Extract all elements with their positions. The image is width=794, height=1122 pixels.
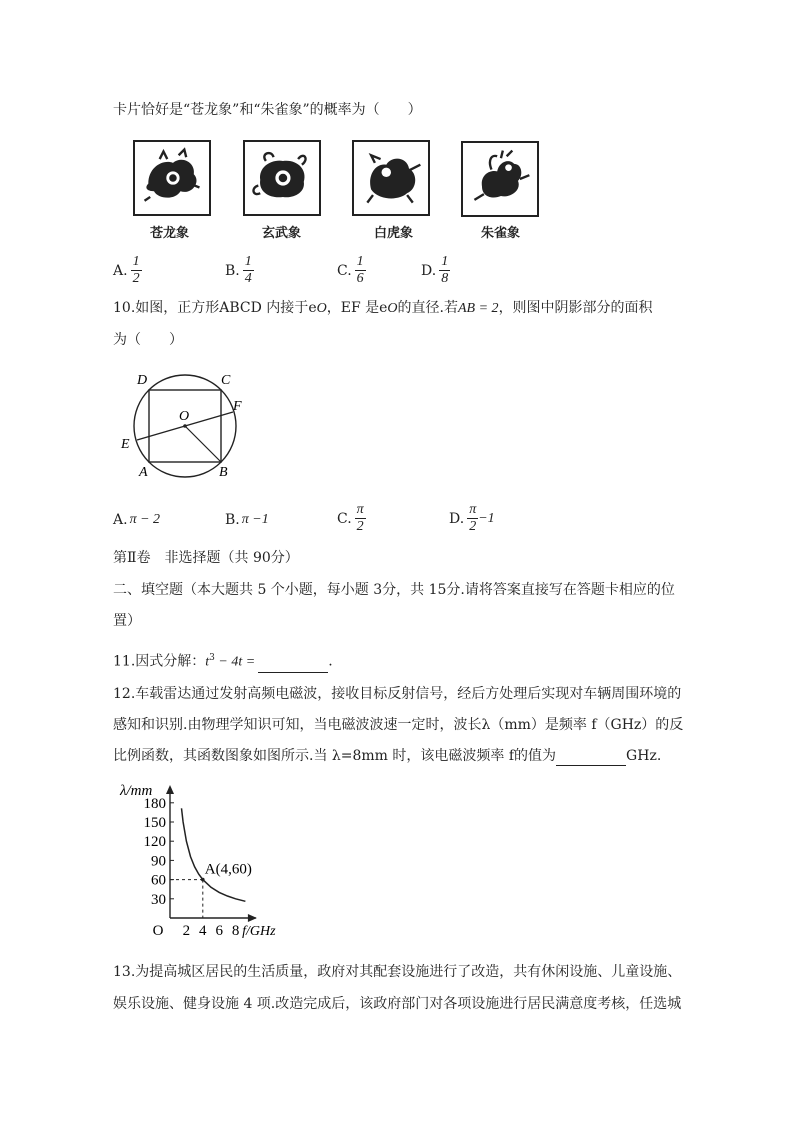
q10-figure (113, 368, 263, 486)
q12-line3: 比例函数，其函数图象如图所示.当 λ=8mm 时，该电磁波频率 f的值为 GHz. (113, 748, 662, 764)
x-tick-label: 6 (215, 923, 223, 939)
x-tick-label: 4 (199, 923, 207, 939)
q10-option-a[interactable]: A. π − 2 (113, 512, 161, 528)
y-axis-label: λ/mm (120, 783, 153, 799)
fraction: $\frac{\pi}{2}$ (356, 502, 364, 534)
y-tick-label: 30 (151, 891, 166, 908)
y-tick-label: 90 (151, 853, 166, 870)
q13-line2: 娱乐设施、健身设施 4 项.改造完成后，该政府部门对各项设施进行居民满意度考核，任选城 (113, 996, 682, 1012)
label-a: A (139, 465, 148, 480)
q11-answer-blank[interactable] (258, 656, 328, 673)
q9-option-b[interactable] (225, 254, 254, 287)
label-b: B (219, 465, 228, 480)
origin-label: O (152, 923, 164, 939)
card-label-dragon: 苍龙象 (150, 226, 190, 241)
fraction: $\frac{1}{8}$ (441, 254, 449, 286)
q12-answer-blank[interactable] (556, 749, 626, 766)
q9-option-d[interactable] (421, 254, 450, 287)
card-bird (461, 141, 539, 217)
card-label-tortoise: 玄武象 (262, 226, 302, 241)
card-label-bird: 朱雀象 (481, 226, 521, 241)
q10-stem-line1: 10.如图，正方形ABCD 内接于eO，EF 是eO的直径.若AB = 2，则图中阴影部分的面积 (113, 300, 653, 316)
point-a (201, 878, 205, 882)
label-e: E (121, 437, 130, 452)
y-tick-label: 60 (151, 872, 166, 889)
y-tick-label: 150 (143, 815, 166, 831)
label-o: O (179, 409, 190, 424)
label-c: C (221, 373, 231, 388)
q10-option-b[interactable]: B. π −1 (225, 512, 269, 528)
q13-line1: 13.为提高城区居民的生活质量，政府对其配套设施进行了改造，共有休闲设施、儿童设施、 (113, 964, 682, 980)
q12-line2: 感知和识别.由物理学知识可知，当电磁波波速一定时，波长λ（mm）是频率 f（GHz）的反 (113, 717, 684, 733)
y-axis-arrow (166, 785, 174, 794)
fraction: $\frac{1}{6}$ (356, 254, 364, 286)
x-axis-arrow (248, 914, 257, 922)
fraction: $\frac{1}{4}$ (244, 254, 252, 286)
q10-option-d[interactable]: D. $\frac{\pi}{2}$ −1 (449, 502, 495, 534)
option-letter: A. (113, 262, 128, 279)
section-part2-title: 第Ⅱ卷 非选择题（共 90分） (113, 550, 299, 566)
bird-emblem-icon (463, 143, 537, 215)
q10-option-c[interactable]: C. $\frac{\pi}{2}$ (337, 502, 364, 534)
tortoise-emblem-icon (245, 142, 319, 214)
label-d: D (137, 373, 148, 388)
x-tick-label: 8 (231, 923, 240, 939)
option-letter: C. (337, 262, 352, 279)
card-tortoise (243, 140, 321, 216)
q9-stem: 卡片恰好是“苍龙象”和“朱雀象”的概率为（ ） (113, 102, 422, 118)
inverse-curve (182, 808, 246, 901)
q11-stem: 11.因式分解：$t^3 - 4t$ = . (113, 648, 333, 673)
x-axis-label: f/GHz (242, 924, 276, 939)
q9-option-c[interactable] (337, 254, 366, 287)
segment-ob (185, 426, 221, 462)
option-letter: B. (225, 262, 240, 279)
fraction: $\frac{1}{2}$ (132, 254, 140, 286)
fill-section-title-line2: 置） (113, 613, 141, 629)
q12-chart (108, 782, 283, 942)
fill-section-title-line1: 二、填空题（本大题共 5 个小题，每小题 3分，共 15分.请将答案直接写在答题卡相应的位 (113, 582, 675, 598)
q10-stem-line2: 为（ ） (113, 332, 183, 348)
label-f: F (233, 399, 242, 414)
tiger-emblem-icon (354, 142, 428, 214)
y-tick-label: 120 (143, 834, 166, 851)
option-letter: D. (421, 262, 437, 279)
card-dragon (133, 140, 211, 216)
dragon-emblem-icon (135, 142, 209, 214)
x-tick-label: 2 (182, 923, 191, 939)
card-label-tiger: 白虎象 (374, 226, 414, 241)
y-tick-label: 180 (143, 795, 166, 812)
point-a-label: A(4,60) (204, 861, 252, 878)
q12-line1: 12.车载雷达通过发射高频电磁波，接收目标反射信号，经后方处理后实现对车辆周围环境的 (113, 686, 682, 702)
card-tiger (352, 140, 430, 216)
fraction: $\frac{\pi}{2}$ (469, 502, 477, 534)
q9-option-a[interactable] (113, 254, 142, 287)
